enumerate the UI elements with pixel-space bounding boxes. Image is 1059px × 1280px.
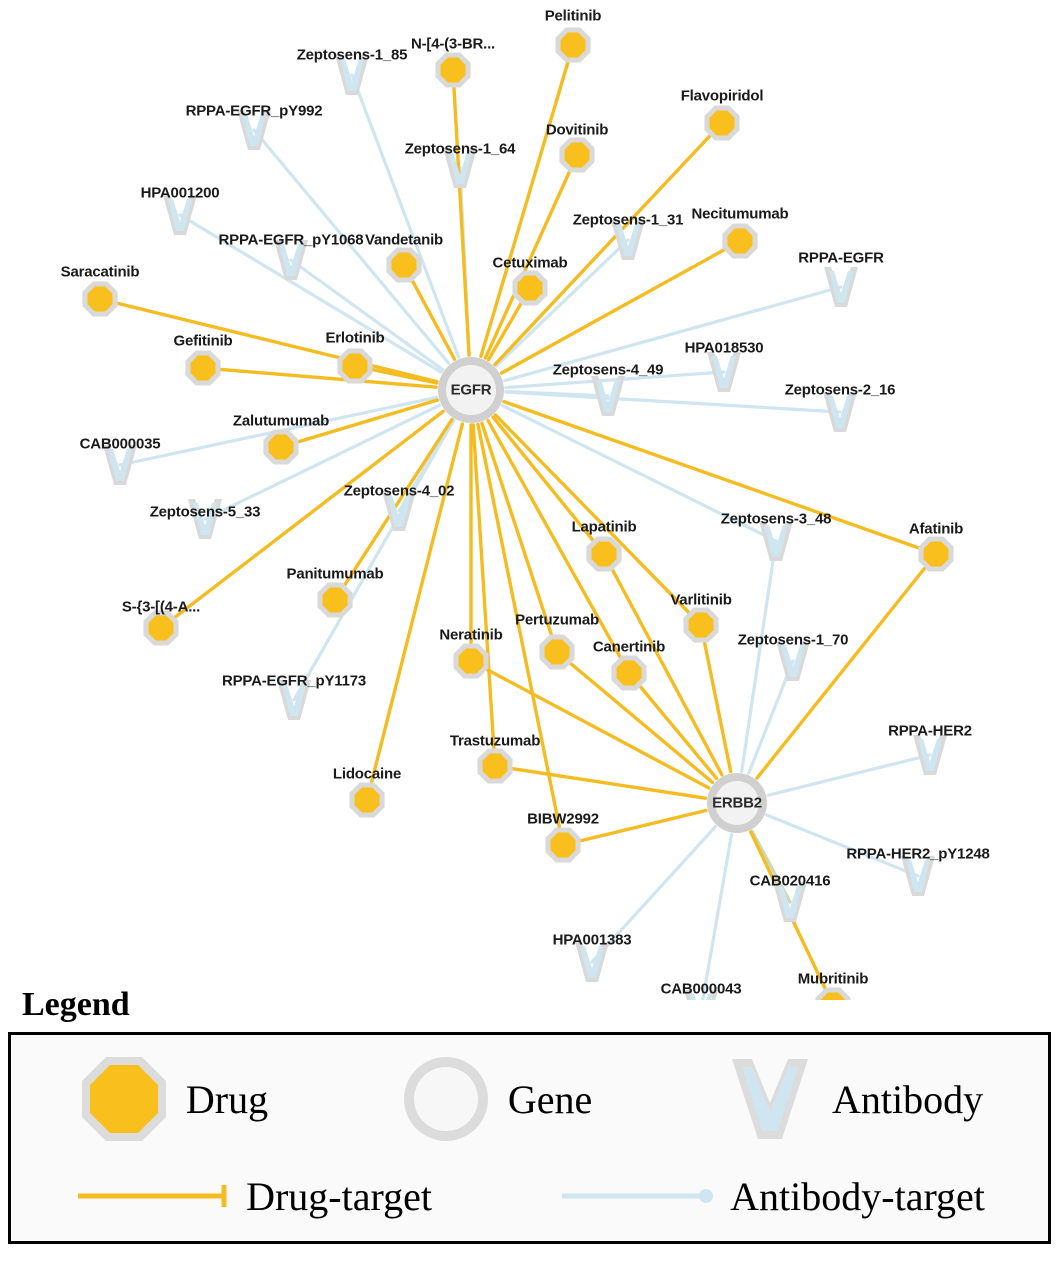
drug-target-edge-icon — [74, 1181, 234, 1211]
drug-node[interactable] — [435, 52, 470, 87]
legend-label-antibody-target: Antibody-target — [730, 1173, 985, 1219]
gene-label: ERBB2 — [712, 794, 762, 812]
antibody-label: CAB000035 — [79, 435, 161, 453]
drug-label: Trastuzumab — [449, 732, 541, 750]
antibody-label: RPPA-EGFR_pY1068 — [218, 231, 364, 249]
drug-label: S-{3-[(4-A... — [121, 598, 201, 616]
drug-node[interactable] — [317, 582, 352, 617]
drug-node[interactable] — [263, 429, 298, 464]
drug-label: Afatinib — [908, 520, 964, 538]
legend — [8, 986, 1051, 1244]
legend-item-drug-target — [74, 1173, 432, 1220]
drug-label: Lidocaine — [332, 765, 402, 783]
drug-label: BIBW2992 — [527, 810, 599, 828]
drug-octagon-icon — [76, 1051, 172, 1147]
antibody-label: HPA001200 — [140, 184, 220, 202]
drug-label: Canertinib — [592, 638, 666, 656]
drug-label: Necitumumab — [691, 205, 789, 223]
drug-label: Flavopiridol — [680, 87, 764, 105]
legend-item-drug — [76, 1051, 268, 1147]
drug-node[interactable] — [545, 827, 580, 862]
antibody-chevron-icon — [722, 1051, 818, 1147]
antibody-label: Zeptosens-3_48 — [720, 510, 832, 528]
legend-label-drug: Drug — [185, 1076, 269, 1122]
drug-label: Panitumumab — [286, 565, 384, 583]
drug-label: Saracatinib — [60, 263, 140, 281]
legend-label-gene: Gene — [507, 1076, 593, 1122]
antibody-label: HPA001383 — [552, 931, 632, 949]
legend-edge-row — [11, 1161, 1048, 1231]
antibody-label: Zeptosens-4_02 — [343, 482, 455, 500]
drug-label: Varlitinib — [670, 591, 732, 609]
legend-label-drug-target: Drug-target — [246, 1173, 432, 1219]
drug-node[interactable] — [586, 536, 621, 571]
legend-item-gene — [398, 1051, 592, 1147]
drug-label: Gefitinib — [173, 332, 233, 350]
drug-node[interactable] — [722, 223, 757, 258]
drug-node[interactable] — [349, 782, 384, 817]
drug-label: Vandetanib — [364, 231, 444, 249]
drug-label: N-[4-(3-BR... — [410, 35, 496, 53]
edge — [504, 402, 936, 554]
legend-label-antibody: Antibody — [832, 1076, 984, 1122]
antibody-label: Zeptosens-2_16 — [784, 381, 896, 399]
antibody-label: Zeptosens-1_85 — [296, 46, 408, 64]
drug-node[interactable] — [918, 536, 953, 571]
drug-label: Dovitinib — [545, 121, 609, 139]
drug-node[interactable] — [337, 348, 372, 383]
antibody-label: HPA018530 — [684, 339, 764, 357]
legend-item-antibody-target — [558, 1173, 985, 1220]
antibody-label: CAB020416 — [749, 872, 831, 890]
antibody-label: RPPA-EGFR_pY1173 — [221, 672, 367, 690]
edge — [701, 625, 731, 772]
antibody-target-edge-icon — [558, 1181, 718, 1211]
drug-node[interactable] — [683, 607, 718, 642]
antibody-label: RPPA-HER2_pY1248 — [846, 845, 990, 863]
antibody-label: RPPA-EGFR_pY992 — [185, 102, 323, 120]
edge — [768, 755, 930, 795]
gene-label: EGFR — [450, 381, 492, 399]
edge — [473, 425, 495, 766]
drug-label: Pertuzumab — [515, 611, 599, 629]
drug-label: Zalutumumab — [232, 412, 330, 430]
antibody-label: Zeptosens-1_64 — [404, 140, 516, 158]
drug-node[interactable] — [539, 634, 574, 669]
legend-title: Legend — [22, 986, 130, 1023]
edge — [629, 673, 717, 778]
drug-node[interactable] — [143, 610, 178, 645]
antibody-label: RPPA-HER2 — [888, 722, 972, 740]
drug-label: Pelitinib — [544, 7, 602, 25]
drug-node[interactable] — [704, 105, 739, 140]
edge — [481, 45, 573, 356]
drug-node[interactable] — [453, 643, 488, 678]
gene-circle-icon — [398, 1051, 494, 1147]
drug-node[interactable] — [555, 27, 590, 62]
antibody-label: Zeptosens-4_49 — [552, 361, 664, 379]
drug-node[interactable] — [611, 655, 646, 690]
drug-label: Cetuximab — [492, 254, 568, 272]
antibody-label: RPPA-EGFR — [798, 249, 884, 267]
drug-node[interactable] — [82, 281, 117, 316]
legend-node-row — [11, 1049, 1048, 1149]
antibody-label: Zeptosens-1_31 — [572, 211, 684, 229]
edge — [742, 541, 776, 771]
edge — [294, 420, 454, 700]
edge — [203, 368, 436, 387]
drug-node[interactable] — [386, 247, 421, 282]
legend-box — [8, 1032, 1051, 1244]
antibody-label: CAB000043 — [660, 980, 742, 998]
drug-node[interactable] — [477, 748, 512, 783]
edge — [453, 70, 469, 355]
antibody-label: Zeptosens-5_33 — [149, 503, 261, 521]
drug-node[interactable] — [512, 270, 547, 305]
edge — [701, 835, 732, 1000]
drug-label: Neratinib — [439, 626, 503, 644]
drug-node[interactable] — [185, 350, 220, 385]
antibody-label: Zeptosens-1_70 — [737, 631, 849, 649]
drug-label: Lapatinib — [571, 518, 637, 536]
edge — [367, 424, 462, 800]
drug-node[interactable] — [559, 137, 594, 172]
legend-item-antibody — [722, 1051, 983, 1147]
drug-label: Mubritinib — [797, 970, 869, 988]
drug-label: Erlotinib — [325, 329, 385, 347]
